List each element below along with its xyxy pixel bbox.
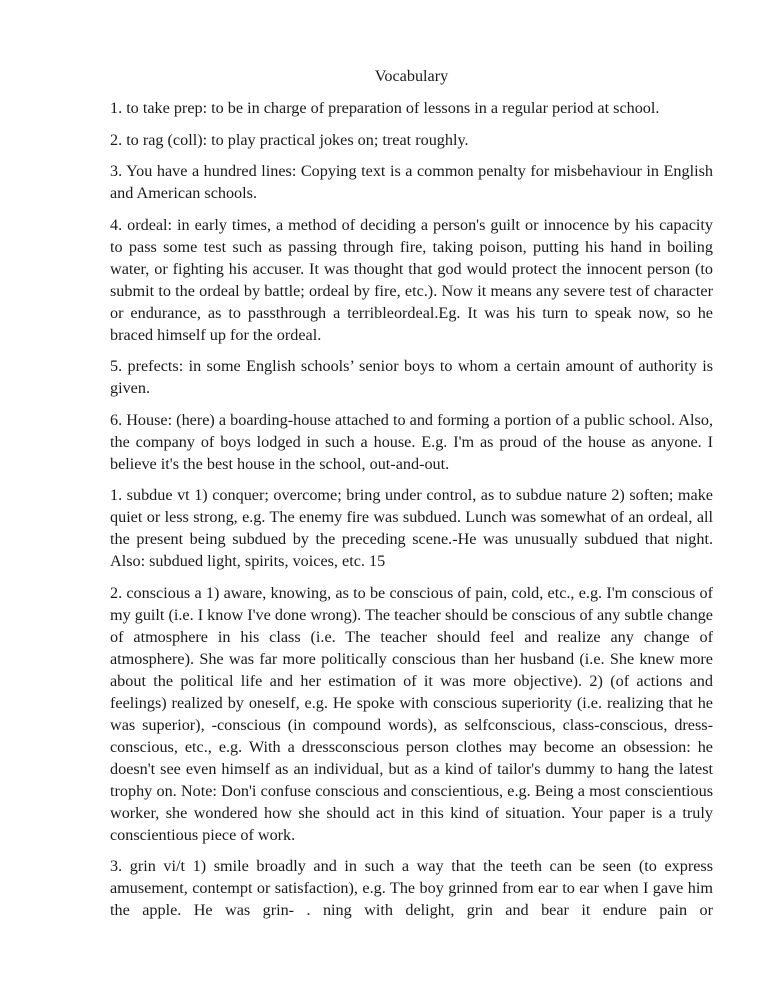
note-rag: 2. to rag (coll): to play practical jokes on; treat roughly.: [110, 130, 469, 149]
note-ordeal: 4. ordeal: in early times, a method of deciding a person's guilt or innocence by his capacity to pass some test such as passing through fire, taking poison, putting his hand in boiling water, or fighting his accuser. It was thought that god would protect the innocent person (to submit to the ordeal by battle; ordeal by fire, etc.). Now it means any severe test of character or endurance, as to passthrough a terribleordeal.Eg. It was his turn to speak now, so he braced himself up for the ordeal.: [110, 215, 713, 344]
note-prefects: 5. prefects: in some English schools’ senior boys to whom a certain amount of authority is given.: [110, 357, 713, 397]
page-title: Vocabulary: [374, 67, 449, 85]
word-subdue: 1. subdue vt 1) conquer; overcome; bring under control, as to subdue nature 2) soften; make quiet or less strong, e.g. The enemy fire was subdued. Lunch was somewhat of an ordeal, all the present being subdued by the preceding scene.-He was unusually subdued that night. Also: subdued light, spirits, voices, etc. 15: [110, 486, 713, 570]
document-page: [110, 65, 713, 931]
note-hundred-lines: 3. You have a hundred lines: Copying text is a common penalty for misbehaviour in English and American schools.: [110, 162, 713, 202]
word-grin: 3. grin vi/t 1) smile broadly and in such a way that the teeth can be seen (to express amusement, contempt or satisfaction), e.g. The boy grinned from ear to ear when I gave him the apple. He was grin- . ning with delight, grin and bear it endure pain or: [110, 857, 713, 919]
word-conscious: 2. conscious a 1) aware, knowing, as to be conscious of pain, cold, etc., e.g. I'm conscious of my guilt (i.e. I know I've done wrong). The teacher should be conscious of any subtle change of atmosphere in his class (i.e. The teacher should feel and realize any change of atmosphere). She was far more politically conscious than her husband (i.e. She knew more about the political life and her estimation of it was more objective). 2) (of actions and feelings) realized by oneself, e.g. He spoke with conscious superiority (i.e. realizing that he was superior), -conscious (in compound words), as selfconscious, class-conscious, dress-conscious, etc., e.g. With a dressconscious person clothes may become an obsession: he doesn't see even himself as an individual, but as a kind of tailor's dummy to hang the latest trophy on. Note: Don'i confuse conscious and conscientious, e.g. Being a most conscientious worker, she wondered how she should act in this kind of situation. Your paper is a truly conscientious piece of work.: [110, 583, 713, 844]
note-house: 6. House: (here) a boarding-house attached to and forming a portion of a public school. Also, the company of boys lodged in such a house. E.g. I'm as proud of the house as anyone. I believe it's the best house in the school, out-and-out.: [110, 410, 713, 473]
note-take-prep: 1. to take prep: to be in charge of preparation of lessons in a regular period at school.: [110, 99, 660, 117]
